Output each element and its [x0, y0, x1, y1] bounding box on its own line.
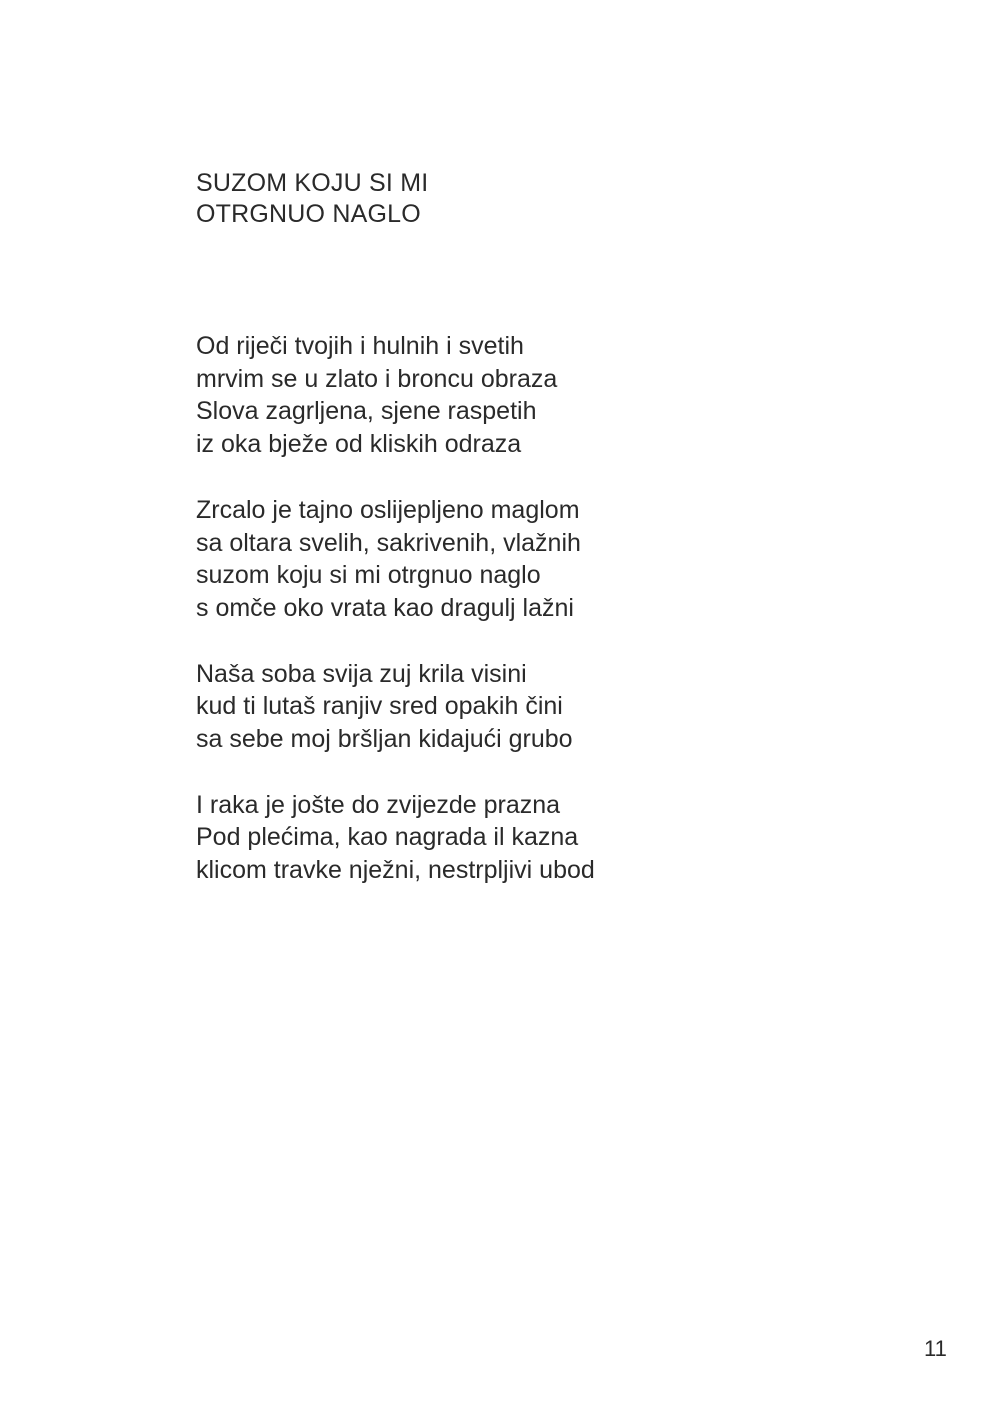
- verse-line: s omče oko vrata kao dragulj lažni: [196, 593, 574, 622]
- verse-line: Slova zagrljena, sjene raspetih: [196, 397, 537, 426]
- verse-line: mrvim se u zlato i broncu obraza: [196, 364, 558, 393]
- verse-line: Pod plećima, kao nagrada il kazna: [196, 823, 579, 852]
- stanza: [196, 494, 595, 625]
- verse-line: iz oka bježe od kliskih odraza: [196, 430, 522, 459]
- verse-line: Od riječi tvojih i hulnih i svetih: [196, 332, 524, 360]
- poem-title-line: SUZOM KOJU SI MI: [196, 169, 429, 197]
- verse-line: klicom travke nježni, nestrpljivi ubod: [196, 856, 595, 885]
- poem-title: [196, 168, 428, 230]
- verse-line: sa oltara svelih, sakrivenih, vlažnih: [196, 528, 581, 557]
- verse-line: kud ti lutaš ranjiv sred opakih čini: [196, 692, 563, 721]
- verse-line: Naša soba svija zuj krila visini: [196, 659, 527, 688]
- poem-body: [196, 330, 595, 887]
- verse-line: suzom koju si mi otrgnuo naglo: [196, 561, 541, 590]
- poem-title-line: OTRGNUO NAGLO: [196, 200, 421, 228]
- verse-line: I raka je jošte do zvijezde prazna: [196, 790, 561, 819]
- stanza: [196, 658, 595, 756]
- verse-line: sa sebe moj bršljan kidajući grubo: [196, 725, 573, 754]
- verse-line: Zrcalo je tajno oslijepljeno maglom: [196, 495, 580, 524]
- stanza: [196, 330, 595, 461]
- page-number: 11: [924, 1336, 947, 1361]
- stanza: [196, 789, 595, 887]
